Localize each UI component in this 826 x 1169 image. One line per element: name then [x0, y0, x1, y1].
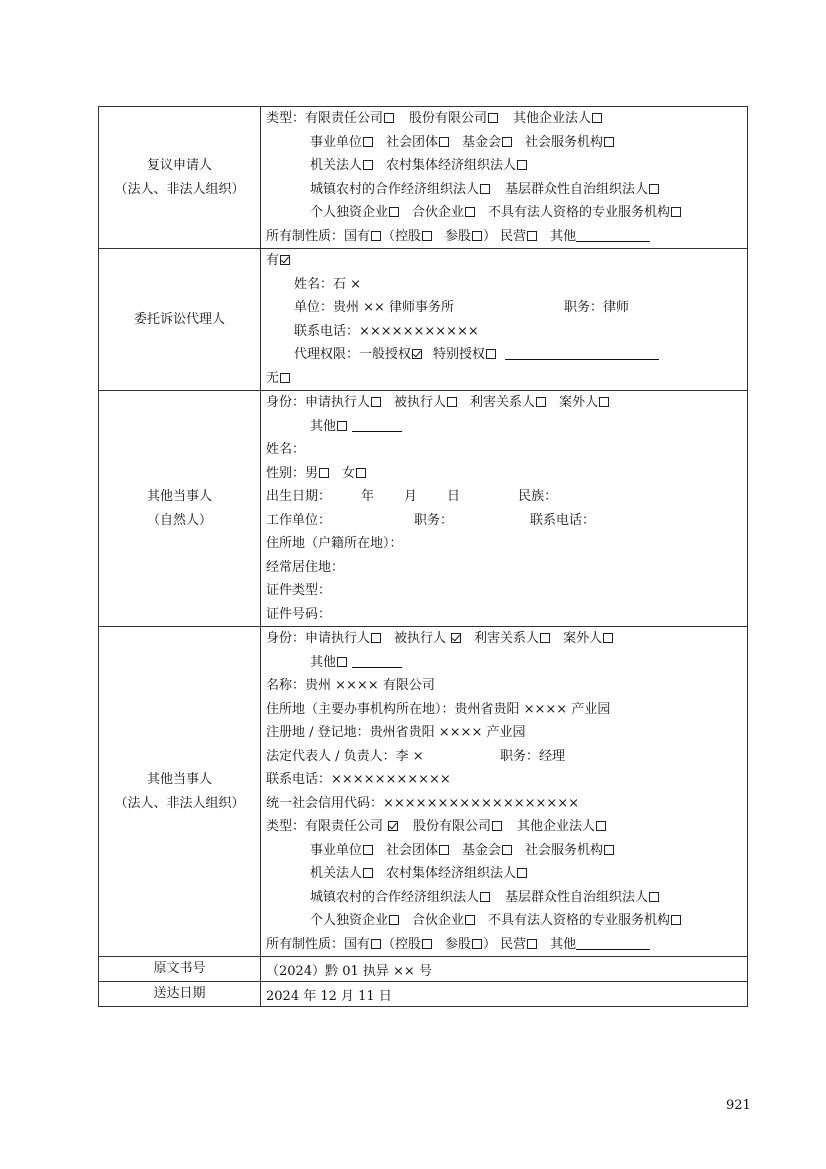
- checkbox[interactable]: [540, 633, 550, 643]
- row-label: 其他当事人: [146, 772, 212, 787]
- agent-content: [261, 249, 748, 391]
- party-org-content: [261, 627, 748, 957]
- type-line-5: [266, 201, 743, 225]
- option-label: 股份有限公司: [413, 819, 492, 834]
- checkbox[interactable]: [536, 397, 546, 407]
- ownership-line: [266, 933, 743, 957]
- option-label: 有限责任公司: [305, 111, 384, 126]
- birth-line: [266, 485, 743, 509]
- sex-line: [266, 462, 743, 486]
- checkbox[interactable]: [599, 397, 609, 407]
- option-label: 城镇农村的合作经济组织法人: [310, 181, 480, 197]
- option-label: 国有: [344, 936, 371, 952]
- checkbox[interactable]: [422, 231, 432, 241]
- applicant-org-content: [261, 107, 748, 249]
- checkbox[interactable]: [337, 657, 347, 667]
- service-date-label: 送达日期: [99, 982, 261, 1007]
- option-label: 事业单位: [310, 134, 363, 150]
- checkbox[interactable]: [363, 845, 373, 855]
- blank-line[interactable]: [352, 419, 402, 432]
- option-label: 案外人: [559, 395, 599, 410]
- org-phone: 联系电话：×××××××××××: [266, 772, 451, 787]
- checkbox[interactable]: [502, 845, 512, 855]
- option-label: 女: [342, 465, 356, 481]
- option-label: ）: [483, 228, 497, 244]
- agent-unit: 单位：贵州 ×× 律师事务所: [294, 300, 455, 315]
- checkbox[interactable]: [371, 939, 381, 949]
- option-label: 社会服务机构: [525, 134, 604, 150]
- checkbox[interactable]: [384, 113, 394, 123]
- cert-no: 证件号码：: [266, 606, 332, 622]
- applicant-org-label: [99, 107, 261, 249]
- checkbox-checked[interactable]: [388, 821, 398, 831]
- agent-unit-line: [266, 296, 743, 320]
- party-org-row: [99, 627, 748, 957]
- option-label: 合伙企业: [412, 913, 465, 928]
- option-label: 不具有法人资格的专业服务机构: [488, 205, 671, 220]
- checkbox[interactable]: [356, 468, 366, 478]
- ownership-prefix: 所有制性质：: [266, 228, 345, 244]
- ethnic-label: 民族：: [518, 489, 558, 504]
- type-line-1: [266, 107, 743, 131]
- option-label: 事业单位: [310, 842, 363, 858]
- checkbox[interactable]: [596, 821, 606, 831]
- checkbox[interactable]: [472, 231, 482, 241]
- agent-authority-line: [266, 343, 743, 367]
- checkbox[interactable]: [486, 349, 496, 359]
- checkbox[interactable]: [439, 845, 449, 855]
- blank-line[interactable]: [576, 937, 650, 950]
- identity-prefix: 身份：: [266, 395, 306, 410]
- org-credit-code: 统一社会信用代码：××××××××××××××××××: [266, 795, 580, 811]
- org-address: 住所地（主要办事机构所在地）：贵州省贵阳 ×××× 产业园: [266, 701, 611, 717]
- work-label: 工作单位：: [266, 512, 332, 528]
- option-label: 社会团体: [386, 134, 439, 150]
- type-line-4: [266, 886, 743, 910]
- checkbox[interactable]: [480, 892, 490, 902]
- checkbox[interactable]: [472, 939, 482, 949]
- checkbox-checked[interactable]: [451, 633, 461, 643]
- service-date-value: 2024 年 12 月 11 日: [261, 982, 748, 1007]
- row-sublabel: （自然人）: [146, 512, 212, 528]
- row-label: 其他当事人: [146, 489, 212, 504]
- checkbox[interactable]: [604, 845, 614, 855]
- document-no-row: [99, 957, 748, 982]
- authority-prefix: 代理权限：: [294, 347, 360, 362]
- option-label: 其他企业法人: [517, 819, 596, 834]
- row-sublabel: （法人、非法人组织）: [114, 181, 245, 197]
- option-label: 其他: [550, 936, 577, 952]
- identity-line: [266, 627, 743, 651]
- option-label: 城镇农村的合作经济组织法人: [310, 889, 480, 905]
- type-prefix: 类型：: [266, 819, 306, 834]
- option-label: 农村集体经济组织法人: [386, 158, 517, 173]
- identity-prefix: 身份：: [266, 631, 306, 646]
- ownership-prefix: 所有制性质：: [266, 936, 345, 952]
- month-label: 月: [404, 489, 418, 504]
- option-label: 其他: [310, 418, 337, 434]
- checkbox[interactable]: [649, 184, 659, 194]
- applicant-org-row: [99, 107, 748, 249]
- option-label: 利害关系人: [470, 395, 536, 410]
- post-label: 职务：: [414, 512, 454, 528]
- checkbox[interactable]: [671, 207, 681, 217]
- option-label: 其他: [550, 228, 577, 244]
- checkbox[interactable]: [604, 137, 614, 147]
- type-line-2: [266, 131, 743, 155]
- type-line-5: [266, 909, 743, 933]
- birth-label: 出生日期：: [266, 489, 332, 504]
- work-line: [266, 509, 743, 533]
- habitual-residence: 经常居住地：: [266, 559, 345, 575]
- option-label: 有限责任公司: [305, 819, 384, 834]
- checkbox[interactable]: [603, 633, 613, 643]
- option-label: 基金会: [462, 842, 502, 858]
- type-line-4: [266, 178, 743, 202]
- checkbox[interactable]: [649, 892, 659, 902]
- option-label: 特别授权: [433, 347, 486, 362]
- party-person-content: [261, 391, 748, 627]
- option-label: 民营: [500, 228, 527, 244]
- checkbox[interactable]: [337, 421, 347, 431]
- application-form-table: [98, 106, 748, 1007]
- option-label: 股份有限公司: [409, 111, 488, 126]
- checkbox[interactable]: [480, 184, 490, 194]
- party-person-label: [99, 391, 261, 627]
- option-label: 基层群众性自治组织法人: [505, 889, 649, 905]
- cert-type: 证件类型：: [266, 583, 332, 598]
- checkbox[interactable]: [363, 137, 373, 147]
- document-no-value: （2024）黔 01 执异 ×× 号: [261, 957, 748, 982]
- day-label: 日: [447, 489, 461, 504]
- agent-post: 职务：律师: [564, 300, 630, 315]
- identity-line: [266, 391, 743, 415]
- party-org-label: [99, 627, 261, 957]
- option-label: 农村集体经济组织法人: [386, 866, 517, 881]
- checkbox[interactable]: [371, 633, 381, 643]
- blank-line[interactable]: [352, 655, 402, 668]
- agent-label: 委托诉讼代理人: [99, 249, 261, 391]
- option-label: 机关法人: [310, 866, 363, 881]
- identity-other-line: [266, 415, 743, 439]
- option-label: 不具有法人资格的专业服务机构: [488, 913, 671, 928]
- option-label: ）: [483, 936, 497, 952]
- agent-yes-line: [266, 249, 743, 273]
- checkbox[interactable]: [517, 160, 527, 170]
- option-label: 合伙企业: [412, 205, 465, 220]
- checkbox[interactable]: [492, 821, 502, 831]
- option-label: 利害关系人: [474, 631, 540, 646]
- checkbox[interactable]: [363, 868, 373, 878]
- type-line-1: [266, 815, 743, 839]
- option-label: 个人独资企业: [310, 205, 389, 220]
- org-rep-line: [266, 745, 743, 769]
- checkbox[interactable]: [465, 915, 475, 925]
- page-number: 921: [726, 1098, 751, 1113]
- type-prefix: 类型：: [266, 111, 306, 126]
- year-label: 年: [361, 489, 375, 504]
- checkbox[interactable]: [527, 939, 537, 949]
- option-label: 社会团体: [386, 842, 439, 858]
- checkbox[interactable]: [280, 373, 290, 383]
- option-label: 被执行人: [394, 631, 447, 646]
- option-label: 基金会: [462, 134, 502, 150]
- option-label: （控股: [382, 228, 422, 244]
- blank-line[interactable]: [505, 347, 659, 360]
- agent-name: 姓名：石 ×: [294, 276, 362, 292]
- blank-line[interactable]: [576, 229, 650, 242]
- phone-label: 联系电话：: [530, 512, 596, 528]
- checkbox[interactable]: [465, 207, 475, 217]
- option-label: 基层群众性自治组织法人: [505, 181, 649, 197]
- option-label: 案外人: [563, 631, 603, 646]
- org-rep: 法定代表人 / 负责人：李 ×: [266, 748, 424, 764]
- type-line-3: [266, 154, 743, 178]
- type-line-2: [266, 839, 743, 863]
- agent-phone: 联系电话：×××××××××××: [294, 323, 479, 339]
- service-date-row: [99, 982, 748, 1007]
- option-label: 其他: [310, 654, 337, 670]
- option-label: 被执行人: [394, 395, 447, 410]
- type-line-3: [266, 862, 743, 886]
- option-label: 申请执行人: [305, 395, 371, 410]
- option-label: 无: [266, 370, 280, 386]
- checkbox[interactable]: [422, 939, 432, 949]
- option-label: 个人独资企业: [310, 913, 389, 928]
- checkbox[interactable]: [389, 915, 399, 925]
- checkbox[interactable]: [502, 137, 512, 147]
- option-label: 机关法人: [310, 158, 363, 173]
- agent-no-line: [266, 367, 743, 391]
- org-name: 名称：贵州 ×××× 有限公司: [266, 678, 435, 693]
- person-name: 姓名：: [266, 442, 306, 457]
- row-sublabel: （法人、非法人组织）: [114, 795, 245, 811]
- option-label: 男: [305, 465, 319, 481]
- checkbox[interactable]: [671, 915, 681, 925]
- checkbox[interactable]: [389, 207, 399, 217]
- checkbox-checked[interactable]: [412, 349, 422, 359]
- option-label: 参股: [445, 936, 472, 952]
- checkbox[interactable]: [439, 137, 449, 147]
- party-person-row: [99, 391, 748, 627]
- checkbox[interactable]: [371, 397, 381, 407]
- option-label: 一般授权: [359, 347, 412, 362]
- org-rep-post: 职务：经理: [500, 748, 566, 764]
- residence: 住所地（户籍所在地）：: [266, 536, 403, 551]
- option-label: 社会服务机构: [525, 842, 604, 858]
- option-label: 国有: [344, 228, 371, 244]
- option-label: 其他企业法人: [513, 111, 592, 126]
- option-label: 民营: [500, 936, 527, 952]
- checkbox[interactable]: [527, 231, 537, 241]
- ownership-line: [266, 225, 743, 249]
- checkbox[interactable]: [517, 868, 527, 878]
- checkbox[interactable]: [319, 468, 329, 478]
- agent-row: [99, 249, 748, 391]
- org-registration: 注册地 / 登记地：贵州省贵阳 ×××× 产业园: [266, 725, 526, 740]
- option-label: 申请执行人: [305, 631, 371, 646]
- checkbox[interactable]: [488, 113, 498, 123]
- option-label: （控股: [382, 936, 422, 952]
- sex-prefix: 性别：: [266, 465, 306, 481]
- row-label: 复议申请人: [146, 158, 212, 173]
- checkbox[interactable]: [371, 231, 381, 241]
- checkbox[interactable]: [447, 397, 457, 407]
- identity-other-line: [266, 651, 743, 675]
- checkbox-checked[interactable]: [280, 255, 290, 265]
- checkbox[interactable]: [363, 160, 373, 170]
- checkbox[interactable]: [592, 113, 602, 123]
- option-label: 参股: [445, 228, 472, 244]
- option-label: 有: [266, 253, 280, 268]
- document-no-label: 原文书号: [99, 957, 261, 982]
